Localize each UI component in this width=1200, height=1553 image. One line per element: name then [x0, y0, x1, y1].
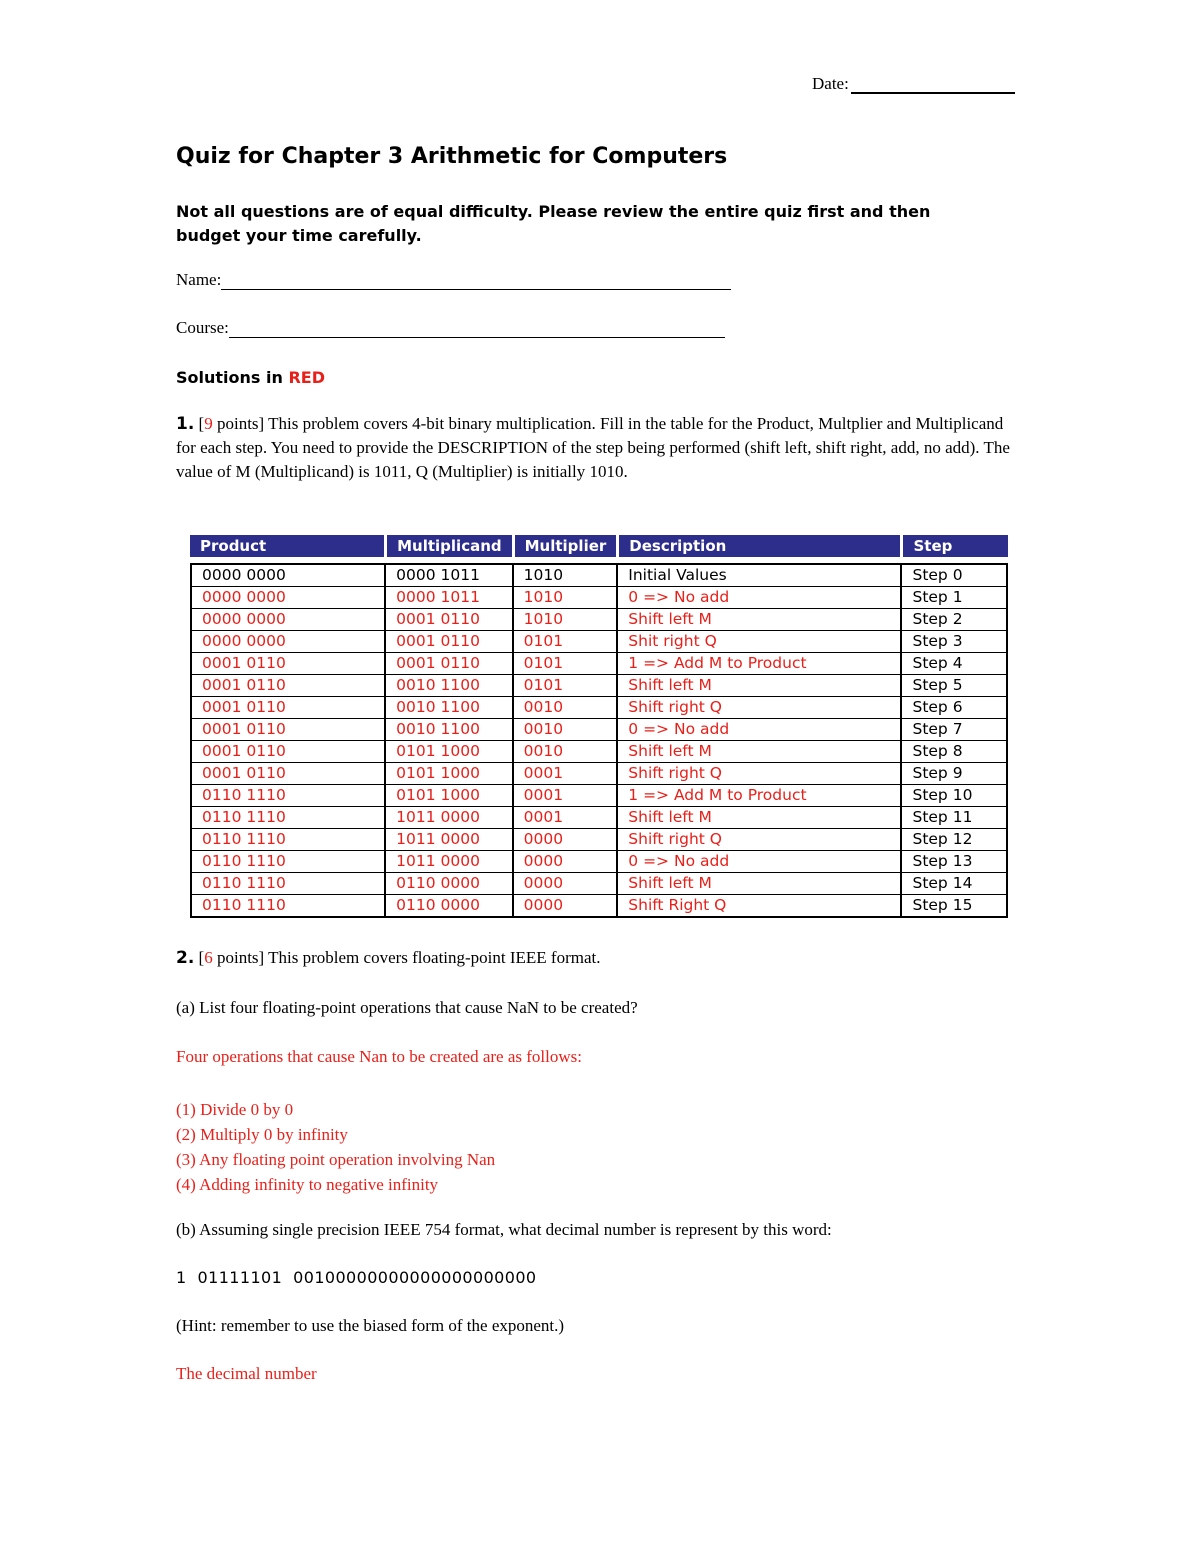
cell-multiplier: 0000	[512, 850, 617, 872]
cell-product: 0110 1110	[190, 850, 384, 872]
cell-multiplier: 0101	[512, 674, 617, 696]
q2-points: 6	[204, 948, 213, 967]
q1-number: 1.	[176, 414, 195, 434]
cell-product: 0001 0110	[190, 718, 384, 740]
cell-multiplier: 0001	[512, 806, 617, 828]
cell-multiplier: 0010	[512, 718, 617, 740]
q2-part-a: (a) List four floating-point operations that cause NaN to be created?	[176, 998, 638, 1017]
cell-description: 1 => Add M to Product	[616, 784, 900, 806]
table-row	[190, 608, 1008, 630]
cell-step: Step 1	[900, 586, 1008, 608]
cell-step: Step 4	[900, 652, 1008, 674]
cell-step: Step 11	[900, 806, 1008, 828]
table-row	[190, 784, 1008, 806]
table-row	[190, 586, 1008, 608]
q2-text: This problem covers floating-point IEEE format.	[264, 948, 601, 967]
q2-answer-list	[176, 1097, 495, 1197]
name-blank[interactable]	[221, 271, 731, 290]
q1-points-close: points]	[212, 414, 265, 433]
cell-description: 0 => No add	[616, 718, 900, 740]
cell-multiplicand: 0000 1011	[384, 586, 512, 608]
table-row	[190, 762, 1008, 784]
cell-multiplier: 0000	[512, 828, 617, 850]
list-item: (4) Adding infinity to negative infinity	[176, 1175, 439, 1194]
table-row	[190, 740, 1008, 762]
cell-multiplier: 0101	[512, 652, 617, 674]
date-blank[interactable]	[851, 74, 1015, 94]
list-item: (3) Any floating point operation involving Nan	[176, 1150, 496, 1169]
header-multiplier: Multiplier	[512, 535, 617, 557]
cell-product: 0001 0110	[190, 740, 384, 762]
cell-multiplicand: 0101 1000	[384, 762, 512, 784]
cell-product: 0110 1110	[190, 894, 384, 918]
cell-step: Step 8	[900, 740, 1008, 762]
cell-multiplier: 1010	[512, 563, 617, 586]
cell-product: 0001 0110	[190, 674, 384, 696]
cell-multiplicand: 0110 0000	[384, 872, 512, 894]
cell-product: 0000 0000	[190, 563, 384, 586]
cell-multiplicand: 0001 0110	[384, 630, 512, 652]
cell-multiplicand: 0110 0000	[384, 894, 512, 918]
cell-description: Shift left M	[616, 608, 900, 630]
header-multiplicand: Multiplicand	[384, 535, 512, 557]
cell-product: 0001 0110	[190, 696, 384, 718]
cell-step: Step 15	[900, 894, 1008, 918]
cell-multiplicand: 0001 0110	[384, 652, 512, 674]
cell-multiplier: 1010	[512, 608, 617, 630]
q2-points-open: [	[198, 948, 205, 967]
cell-description: Shit right Q	[616, 630, 900, 652]
cell-product: 0001 0110	[190, 652, 384, 674]
cell-multiplier: 0010	[512, 740, 617, 762]
cell-product: 0000 0000	[190, 586, 384, 608]
cell-product: 0001 0110	[190, 762, 384, 784]
cell-multiplicand: 1011 0000	[384, 806, 512, 828]
course-blank[interactable]	[229, 319, 725, 338]
question-1	[176, 412, 1016, 484]
cell-multiplicand: 0101 1000	[384, 784, 512, 806]
cell-description: 0 => No add	[616, 850, 900, 872]
cell-multiplicand: 0010 1100	[384, 718, 512, 740]
table-row	[190, 652, 1008, 674]
cell-product: 0110 1110	[190, 872, 384, 894]
cell-description: Shift left M	[616, 674, 900, 696]
cell-description: Shift right Q	[616, 762, 900, 784]
hint-text: (Hint: remember to use the biased form of the exponent.)	[176, 1316, 565, 1335]
cell-product: 0000 0000	[190, 630, 384, 652]
cell-step: Step 7	[900, 718, 1008, 740]
cell-step: Step 12	[900, 828, 1008, 850]
cell-multiplier: 0001	[512, 784, 617, 806]
cell-description: Shift right Q	[616, 696, 900, 718]
cell-multiplicand: 1011 0000	[384, 828, 512, 850]
date-label: Date:	[812, 74, 849, 93]
table-row	[190, 850, 1008, 872]
cell-step: Step 2	[900, 608, 1008, 630]
cell-description: Shift left M	[616, 872, 900, 894]
cell-multiplicand: 0000 1011	[384, 563, 512, 586]
list-item: (1) Divide 0 by 0	[176, 1100, 294, 1119]
cell-product: 0110 1110	[190, 784, 384, 806]
cell-description: Shift Right Q	[616, 894, 900, 918]
cell-multiplicand: 0010 1100	[384, 674, 512, 696]
q2-answer-intro: Four operations that cause Nan to be created are as follows:	[176, 1047, 582, 1066]
header-description: Description	[616, 535, 900, 557]
name-field	[176, 270, 731, 290]
table-row	[190, 872, 1008, 894]
cell-multiplier: 0000	[512, 872, 617, 894]
cell-step: Step 0	[900, 563, 1008, 586]
course-label: Course:	[176, 318, 229, 337]
multiplication-table	[190, 535, 1008, 918]
table-row	[190, 806, 1008, 828]
page-title: Quiz for Chapter 3 Arithmetic for Computers	[176, 144, 728, 169]
cell-step: Step 9	[900, 762, 1008, 784]
cell-multiplier: 0010	[512, 696, 617, 718]
table-row	[190, 674, 1008, 696]
table-row	[190, 696, 1008, 718]
binary-word: 1 01111101 00100000000000000000000	[176, 1268, 537, 1287]
cell-step: Step 5	[900, 674, 1008, 696]
cell-product: 0110 1110	[190, 828, 384, 850]
q2-part-b: (b) Assuming single precision IEEE 754 format, what decimal number is represent by this word:	[176, 1220, 832, 1239]
q1-text: This problem covers 4-bit binary multiplication. Fill in the table for the Product, Multplier and Multiplicand for each step. You need to provide the DESCRIPTION of the step being performed (shift left, shift right, add, no add). The value of M (Multiplicand) is 1011, Q (Multiplier) is initially 1010.	[176, 414, 1010, 481]
cell-description: Shift left M	[616, 740, 900, 762]
cell-step: Step 10	[900, 784, 1008, 806]
cell-step: Step 6	[900, 696, 1008, 718]
table-header-row	[190, 535, 1008, 557]
cell-description: Shift right Q	[616, 828, 900, 850]
table-row	[190, 894, 1008, 918]
table-row	[190, 828, 1008, 850]
q2-points-close: points]	[212, 948, 265, 967]
q1-points: 9	[204, 414, 213, 433]
decimal-answer: The decimal number	[176, 1364, 317, 1383]
cell-step: Step 13	[900, 850, 1008, 872]
date-field	[812, 74, 1015, 94]
intro-text: Not all questions are of equal difficulty. Please review the entire quiz first and then budget your time carefully.	[176, 202, 931, 245]
name-label: Name:	[176, 270, 222, 289]
q1-points-open: [	[198, 414, 205, 433]
cell-step: Step 3	[900, 630, 1008, 652]
course-field	[176, 318, 725, 338]
q2-number: 2.	[176, 948, 195, 968]
cell-multiplier: 1010	[512, 586, 617, 608]
header-step: Step	[900, 535, 1008, 557]
cell-product: 0000 0000	[190, 608, 384, 630]
table-row	[190, 718, 1008, 740]
cell-description: 1 => Add M to Product	[616, 652, 900, 674]
solutions-note	[176, 368, 325, 387]
cell-multiplicand: 0010 1100	[384, 696, 512, 718]
cell-description: Shift left M	[616, 806, 900, 828]
cell-step: Step 14	[900, 872, 1008, 894]
cell-multiplicand: 1011 0000	[384, 850, 512, 872]
solutions-highlight: RED	[288, 368, 325, 387]
question-2	[176, 948, 601, 968]
cell-description: 0 => No add	[616, 586, 900, 608]
cell-product: 0110 1110	[190, 806, 384, 828]
cell-multiplier: 0000	[512, 894, 617, 918]
cell-multiplicand: 0001 0110	[384, 608, 512, 630]
header-product: Product	[190, 535, 384, 557]
solutions-prefix: Solutions in	[176, 368, 289, 387]
table-row	[190, 563, 1008, 586]
cell-description: Initial Values	[616, 563, 900, 586]
list-item: (2) Multiply 0 by infinity	[176, 1125, 348, 1144]
cell-multiplier: 0001	[512, 762, 617, 784]
cell-multiplicand: 0101 1000	[384, 740, 512, 762]
table-row	[190, 630, 1008, 652]
cell-multiplier: 0101	[512, 630, 617, 652]
